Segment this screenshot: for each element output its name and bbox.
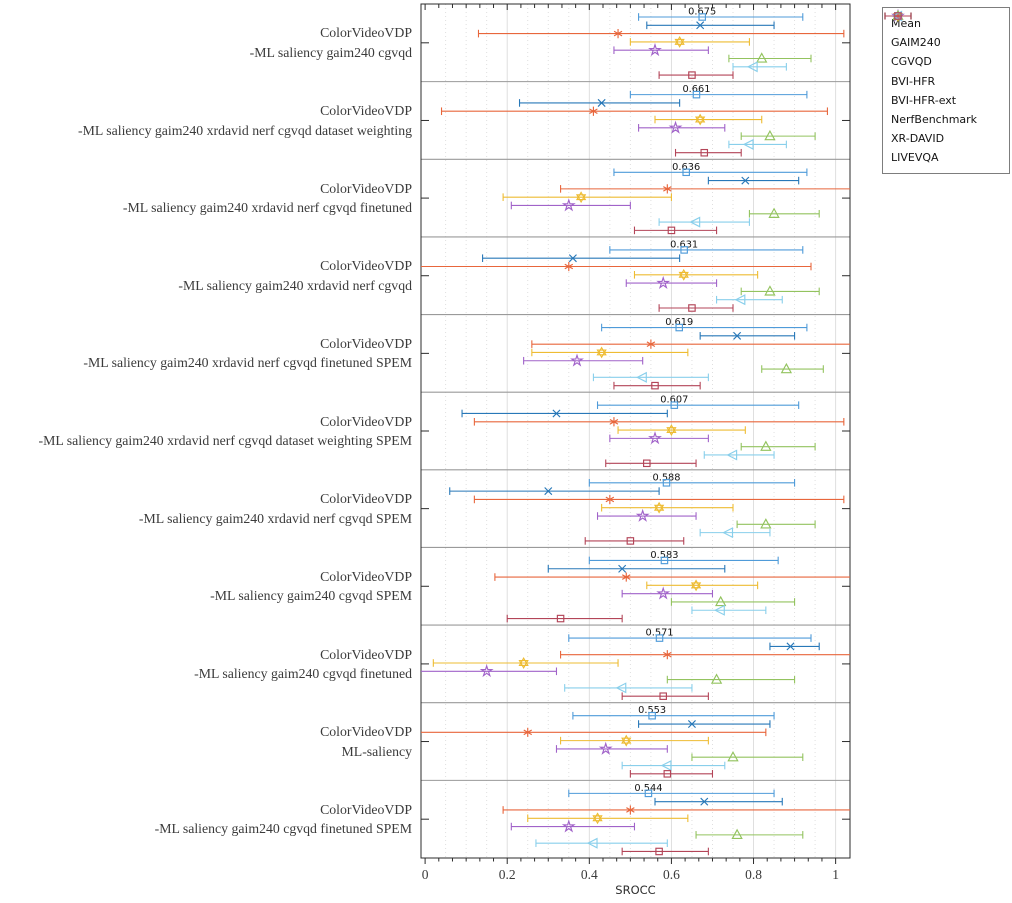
svg-text:0: 0: [421, 867, 429, 882]
svg-text:1: 1: [832, 867, 840, 882]
group-label: ColorVideoVDP -ML saliency gaim240 xrdavid nerf cgvqd dataset weighting SPEM: [38, 413, 412, 448]
legend-label: BVI-HFR-ext: [891, 93, 957, 107]
group-label: ColorVideoVDP -ML saliency gaim240 cgvqd finetuned SPEM: [154, 801, 412, 837]
group-label: ColorVideoVDP -ML saliency gaim240 xrdavid nerf cgvqd finetuned SPEM: [83, 336, 412, 371]
svg-text:0.2: 0.2: [498, 867, 516, 882]
group-label: ColorVideoVDP -ML saliency gaim240 xrdavid nerf cgvqd dataset weighting: [78, 103, 412, 138]
legend-marker-LIVEVQA: [883, 8, 913, 24]
legend-item: [891, 34, 1003, 51]
group-label: ColorVideoVDP -ML saliency gaim240 xrdavid nerf cgvqd finetuned: [122, 180, 412, 216]
legend-label: BVI-HFR: [891, 74, 936, 88]
svg-text:0.4: 0.4: [580, 867, 598, 882]
mean-annotation: 0.553: [638, 705, 667, 717]
group-label: ColorVideoVDP -ML saliency gaim240 cgvqd SPEM: [210, 568, 412, 604]
group-label: ColorVideoVDP -ML saliency gaim240 cgvqd finetuned: [194, 646, 412, 681]
legend-item: [891, 73, 1003, 90]
legend-label: NerfBenchmark: [891, 113, 978, 127]
group-label: ColorVideoVDP -ML saliency gaim240 xrdavid nerf cgvqd: [178, 258, 412, 293]
mean-annotation: 0.675: [688, 6, 717, 18]
mean-annotation: 0.661: [682, 84, 711, 96]
group-label: ColorVideoVDP ML-saliency: [320, 724, 412, 759]
svg-text:0.8: 0.8: [745, 867, 762, 882]
svg-text:0.6: 0.6: [662, 867, 680, 882]
mean-annotation: 0.619: [665, 317, 694, 329]
legend-label: Mean: [891, 17, 921, 31]
mean-annotation: 0.583: [650, 549, 679, 561]
x-axis-title: SROCC: [615, 883, 656, 897]
mean-annotation: 0.544: [634, 782, 663, 794]
legend-label: CGVQD: [891, 55, 932, 69]
legend-label: LIVEVQA: [891, 151, 939, 165]
legend-item: [891, 149, 1003, 166]
legend-label: GAIM240: [891, 36, 941, 50]
mean-annotation: 0.607: [660, 394, 689, 406]
mean-annotation: 0.588: [652, 472, 681, 484]
group-label: ColorVideoVDP -ML saliency gaim240 cgvqd: [249, 25, 412, 60]
mean-annotation: 0.636: [672, 161, 701, 173]
legend-item: [891, 111, 1003, 128]
group-label: ColorVideoVDP -ML saliency gaim240 xrdavid nerf cgvqd SPEM: [138, 491, 412, 526]
mean-annotation: 0.631: [670, 239, 699, 251]
legend-item: [891, 130, 1003, 147]
legend: [882, 7, 1010, 174]
mean-annotation: 0.571: [645, 627, 674, 639]
legend-item: [891, 53, 1003, 70]
legend-item: [891, 92, 1003, 109]
legend-label: XR-DAVID: [891, 132, 945, 146]
